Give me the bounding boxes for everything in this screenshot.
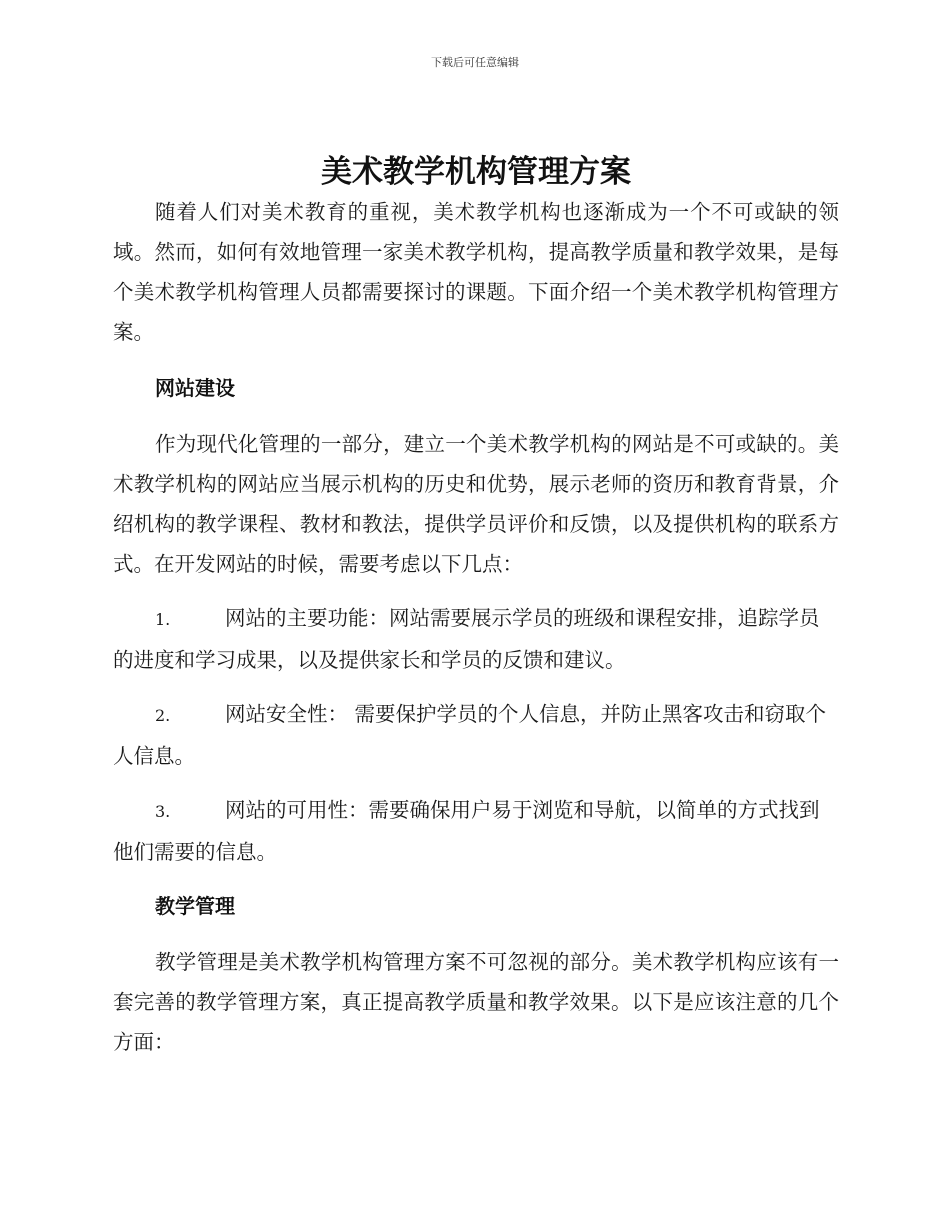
list-item-text: 网站的可用性：需要确保用户易于浏览和导航，以简单的方式找到他们需要的信息。 [113, 798, 820, 864]
section-heading-teaching: 教学管理 [155, 894, 235, 918]
intro-paragraph: 随着人们对美术教育的重视，美术教学机构也逐渐成为一个不可或缺的领域。然而，如何有效地管理一家美术教学机构，提高教学质量和教学效果，是每个美术教学机构管理人员都需要探讨的课题。下面介绍一个美术教学机构管理方案。 [113, 200, 839, 344]
list-item [113, 790, 839, 872]
section-body-teaching: 教学管理是美术教学机构管理方案不可忽视的部分。美术教学机构应该有一套完善的教学管理方案，真正提高教学质量和教学效果。以下是应该注意的几个方面： [113, 950, 839, 1054]
section-body-website: 作为现代化管理的一部分，建立一个美术教学机构的网站是不可或缺的。美术教学机构的网站应当展示机构的历史和优势，展示老师的资历和教育背景，介绍机构的教学课程、教材和教法，提供学员评价和反馈，以及提供机构的联系方式。在开发网站的时候，需要考虑以下几点： [113, 432, 839, 576]
document-title: 美术教学机构管理方案 [321, 154, 631, 190]
list-item-text: 网站安全性： 需要保护学员的个人信息，并防止黑客攻击和窃取个人信息。 [113, 702, 827, 768]
header-note: 下载后可任意编辑 [431, 56, 519, 69]
list-item-number: 2. [155, 706, 171, 725]
list-item-number: 3. [155, 802, 171, 821]
list-item-text: 网站的主要功能：网站需要展示学员的班级和课程安排，追踪学员的进度和学习成果，以及提供家长和学员的反馈和建议。 [113, 606, 820, 672]
list-item-number: 1. [155, 610, 171, 629]
list-item [113, 598, 839, 680]
section-heading-website: 网站建设 [155, 376, 235, 400]
list-item [113, 694, 839, 776]
document-body [113, 150, 839, 1062]
